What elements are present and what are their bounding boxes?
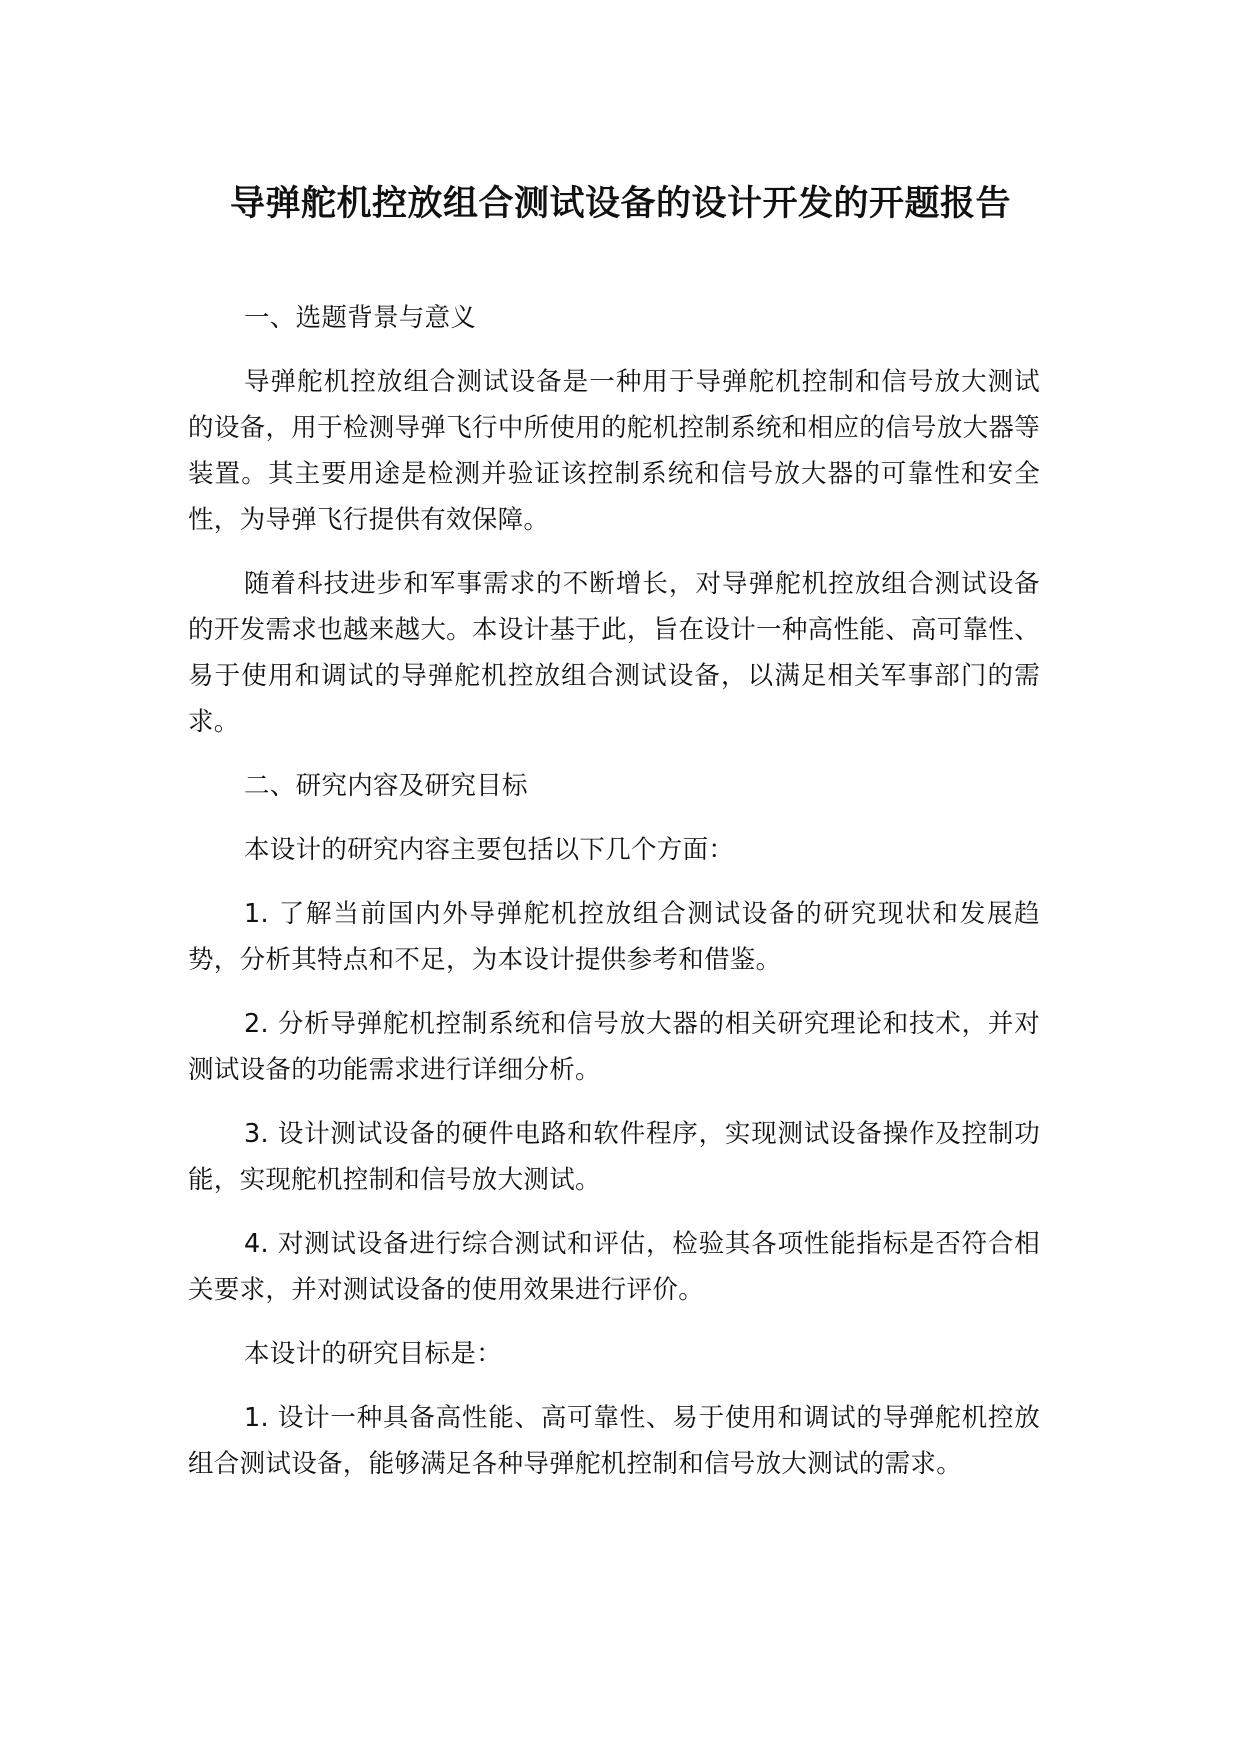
list-item-research-2: 2. 分析导弹舵机控制系统和信号放大器的相关研究理论和技术，并对测试设备的功能需求进行详细分析。 [188, 1009, 1040, 1085]
list-item-research-4: 4. 对测试设备进行综合测试和评估，检验其各项性能指标是否符合相关要求，并对测试设备的使用效果进行评价。 [188, 1229, 1040, 1305]
paragraph-motivation: 随着科技进步和军事需求的不断增长，对导弹舵机控放组合测试设备的开发需求也越来越大。本设计基于此，旨在设计一种高性能、高可靠性、易于使用和调试的导弹舵机控放组合测试设备，以满足相关军事部门的需求。 [188, 569, 1040, 737]
section-heading-background: 一、选题背景与意义 [244, 303, 477, 333]
section-heading-research: 二、研究内容及研究目标 [244, 771, 528, 801]
paragraph-definition: 导弹舵机控放组合测试设备是一种用于导弹舵机控制和信号放大测试的设备，用于检测导弹飞行中所使用的舵机控制系统和相应的信号放大器等装置。其主要用途是检测并验证该控制系统和信号放大器的可靠性和安全性，为导弹飞行提供有效保障。 [188, 367, 1040, 535]
list-item-goal-1: 1. 设计一种具备高性能、高可靠性、易于使用和调试的导弹舵机控放组合测试设备，能够满足各种导弹舵机控制和信号放大测试的需求。 [188, 1403, 1040, 1479]
document-title: 导弹舵机控放组合测试设备的设计开发的开题报告 [229, 184, 1011, 224]
document-body [188, 295, 1040, 1505]
list-item-research-3: 3. 设计测试设备的硬件电路和软件程序，实现测试设备操作及控制功能，实现舵机控制和信号放大测试。 [188, 1119, 1040, 1195]
paragraph-research-intro: 本设计的研究内容主要包括以下几个方面： [244, 835, 735, 865]
paragraph-goals-intro: 本设计的研究目标是： [244, 1339, 503, 1369]
list-item-research-1: 1. 了解当前国内外导弹舵机控放组合测试设备的研究现状和发展趋势，分析其特点和不足，为本设计提供参考和借鉴。 [188, 899, 1040, 975]
